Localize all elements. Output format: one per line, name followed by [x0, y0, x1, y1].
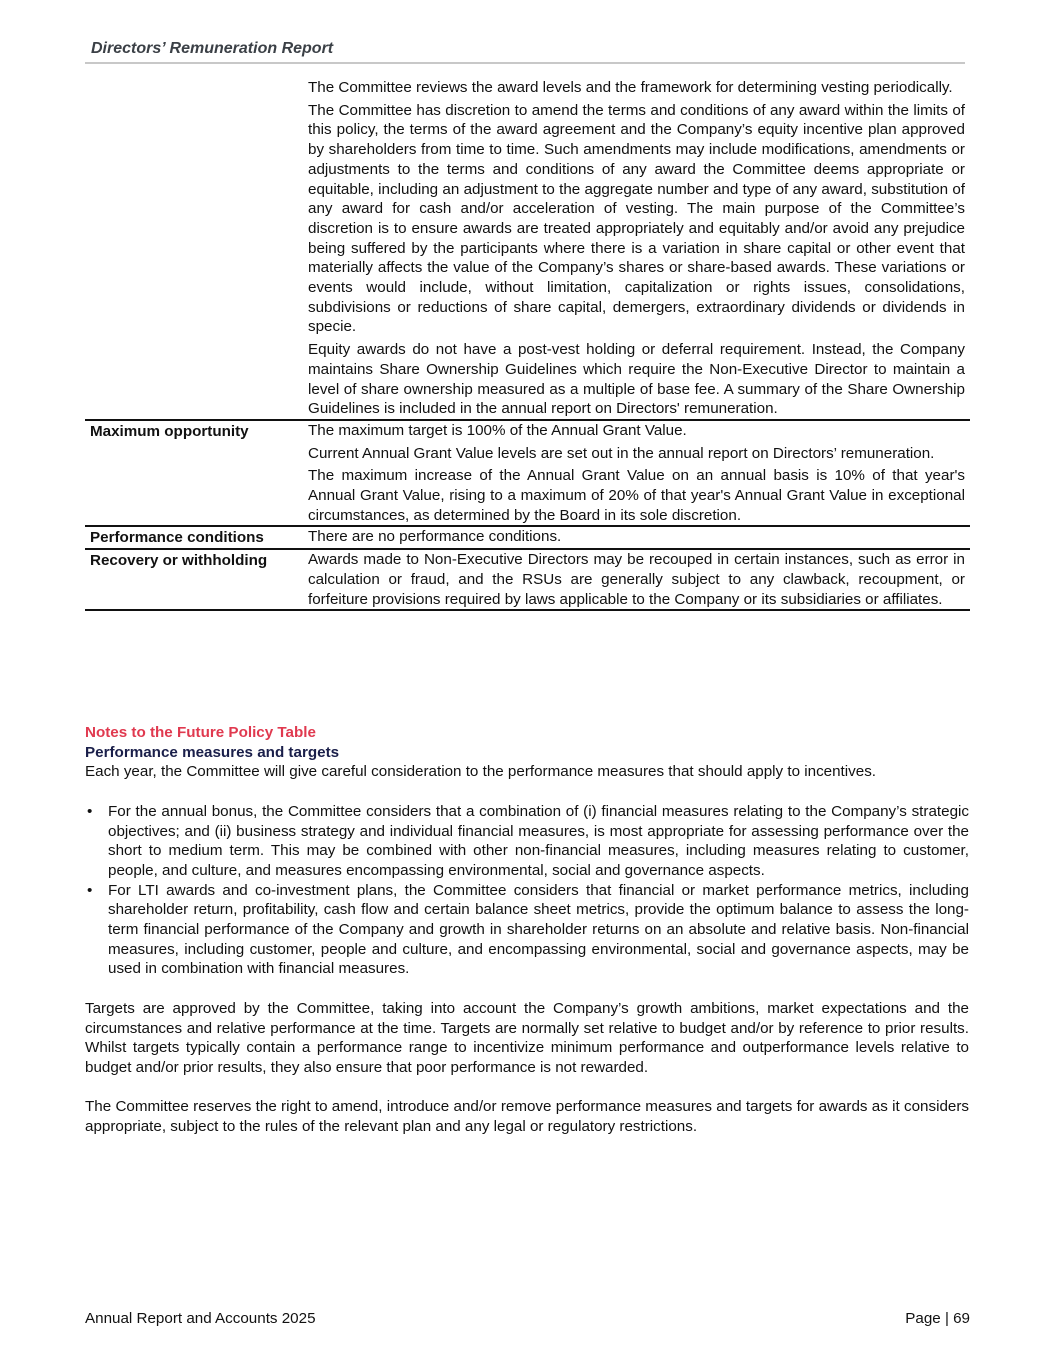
table-paragraph: The maximum increase of the Annual Grant Value on an annual basis is 10% of that year's Annual Grant Value, rising to a maximum of 20% of that year's Annual Grant Value in exceptional circumstances, as determined by the Board in its sole discretion. [308, 467, 965, 524]
table-paragraph: The Committee reviews the award levels and the framework for determining vesting periodically. [308, 79, 953, 96]
footer-page-number: Page | 69 [905, 1310, 970, 1327]
table-paragraph: The maximum target is 100% of the Annual Grant Value. [308, 421, 687, 439]
table-row-maximum-opportunity [85, 420, 970, 527]
table-paragraph: Awards made to Non-Executive Directors may be recouped in certain instances, such as error in calculation or fraud, and the RSUs are generally subject to any clawback, recoupment, or forfeiture provisions required by laws applicable to the Company or its subsidiaries or affiliates. [308, 551, 965, 608]
table-row-recovery-withholding [85, 549, 970, 610]
notes-heading: Notes to the Future Policy Table [85, 724, 316, 741]
notes-intro: Each year, the Committee will give careful consideration to the performance measures that should apply to incentives. [85, 763, 877, 781]
notes-section [85, 723, 969, 1137]
row-label: Performance conditions [85, 526, 308, 549]
list-item: • For LTI awards and co-investment plans, the Committee considers that financial or market performance metrics, including shareholder return, profitability, cash flow and certain balance sheet metrics, provide the optimum balance to assess the long-term financial performance of the Company and growth in shareholder returns on an absolute and relative basis. Non-financial measures, including customer, people and culture, and encompassing environmental, social and governance aspects, may be used in combination with financial measures. [87, 881, 969, 978]
table-paragraph: The Committee has discretion to amend the terms and conditions of any award within the limits of this policy, the terms of the award agreement and the Company’s equity incentive plan approved by shareholders from time to time. Such amendments may include modifications, amendments or adjustments to the terms and conditions of any award the Committee deems appropriate or equitable, including an adjustment to the aggregate number and type of any award, substitution of any award for cash and/or acceleration of vesting. The main purpose of the Committee’s discretion is to ensure awards are treated appropriately and equitably and/or avoid any prejudice being suffered by the participants where there is a variation in share capital or other event that materially affects the value of the Company’s shares or share-based awards. These variations or events would include, without limitation, capitalization or rights issues, consolidations, subdivisions or reductions of share capital, demergers, extraordinary dividends or dividends in specie. [308, 101, 965, 336]
bullet-icon: • [87, 802, 93, 820]
bullet-icon: • [87, 881, 93, 899]
table-row-performance-conditions [85, 526, 970, 549]
section-header: Directors’ Remuneration Report [91, 40, 334, 57]
row-label: Maximum opportunity [85, 420, 308, 527]
notes-subheading: Performance measures and targets [85, 743, 340, 761]
policy-table [85, 78, 970, 611]
notes-bullets [85, 802, 969, 979]
table-paragraph: Current Annual Grant Value levels are set out in the annual report on Directors’ remuneration. [308, 444, 935, 462]
table-paragraph: Equity awards do not have a post-vest holding or deferral requirement. Instead, the Company maintains Share Ownership Guidelines which require the Non-Executive Director to maintain a level of share ownership measured as a multiple of base fee. A summary of the Share Ownership Guidelines is included in the annual report on Directors' remuneration. [308, 341, 965, 418]
row-label: Recovery or withholding [85, 549, 308, 610]
footer-report-title: Annual Report and Accounts 2025 [85, 1310, 316, 1327]
list-item: • For the annual bonus, the Committee considers that a combination of (i) financial measures relating to the Company’s strategic objectives; and (ii) business strategy and individual financial measures, is most appropriate for assessing performance over the short to medium term. This may be combined with other non-financial measures, including measures relating to customer, people, and culture, and measures encompassing environmental, social and governance aspects. [87, 802, 969, 879]
notes-paragraph: The Committee reserves the right to amend, introduce and/or remove performance measures and targets for awards as it considers appropriate, subject to the rules of the relevant plan and any legal or regulatory restrictions. [85, 1098, 969, 1136]
notes-paragraph: Targets are approved by the Committee, taking into account the Company’s growth ambitions, market expectations and the circumstances and relative performance at the time. Targets are normally set relative to budget and/or by reference to prior results. Whilst targets typically contain a performance range to incentivize minimum performance and outperformance levels relative to budget and/or prior results, they also ensure that poor performance is not rewarded. [85, 999, 969, 1076]
table-paragraph: There are no performance conditions. [308, 528, 562, 546]
header-divider [85, 62, 965, 64]
table-row-continuation [85, 78, 970, 420]
